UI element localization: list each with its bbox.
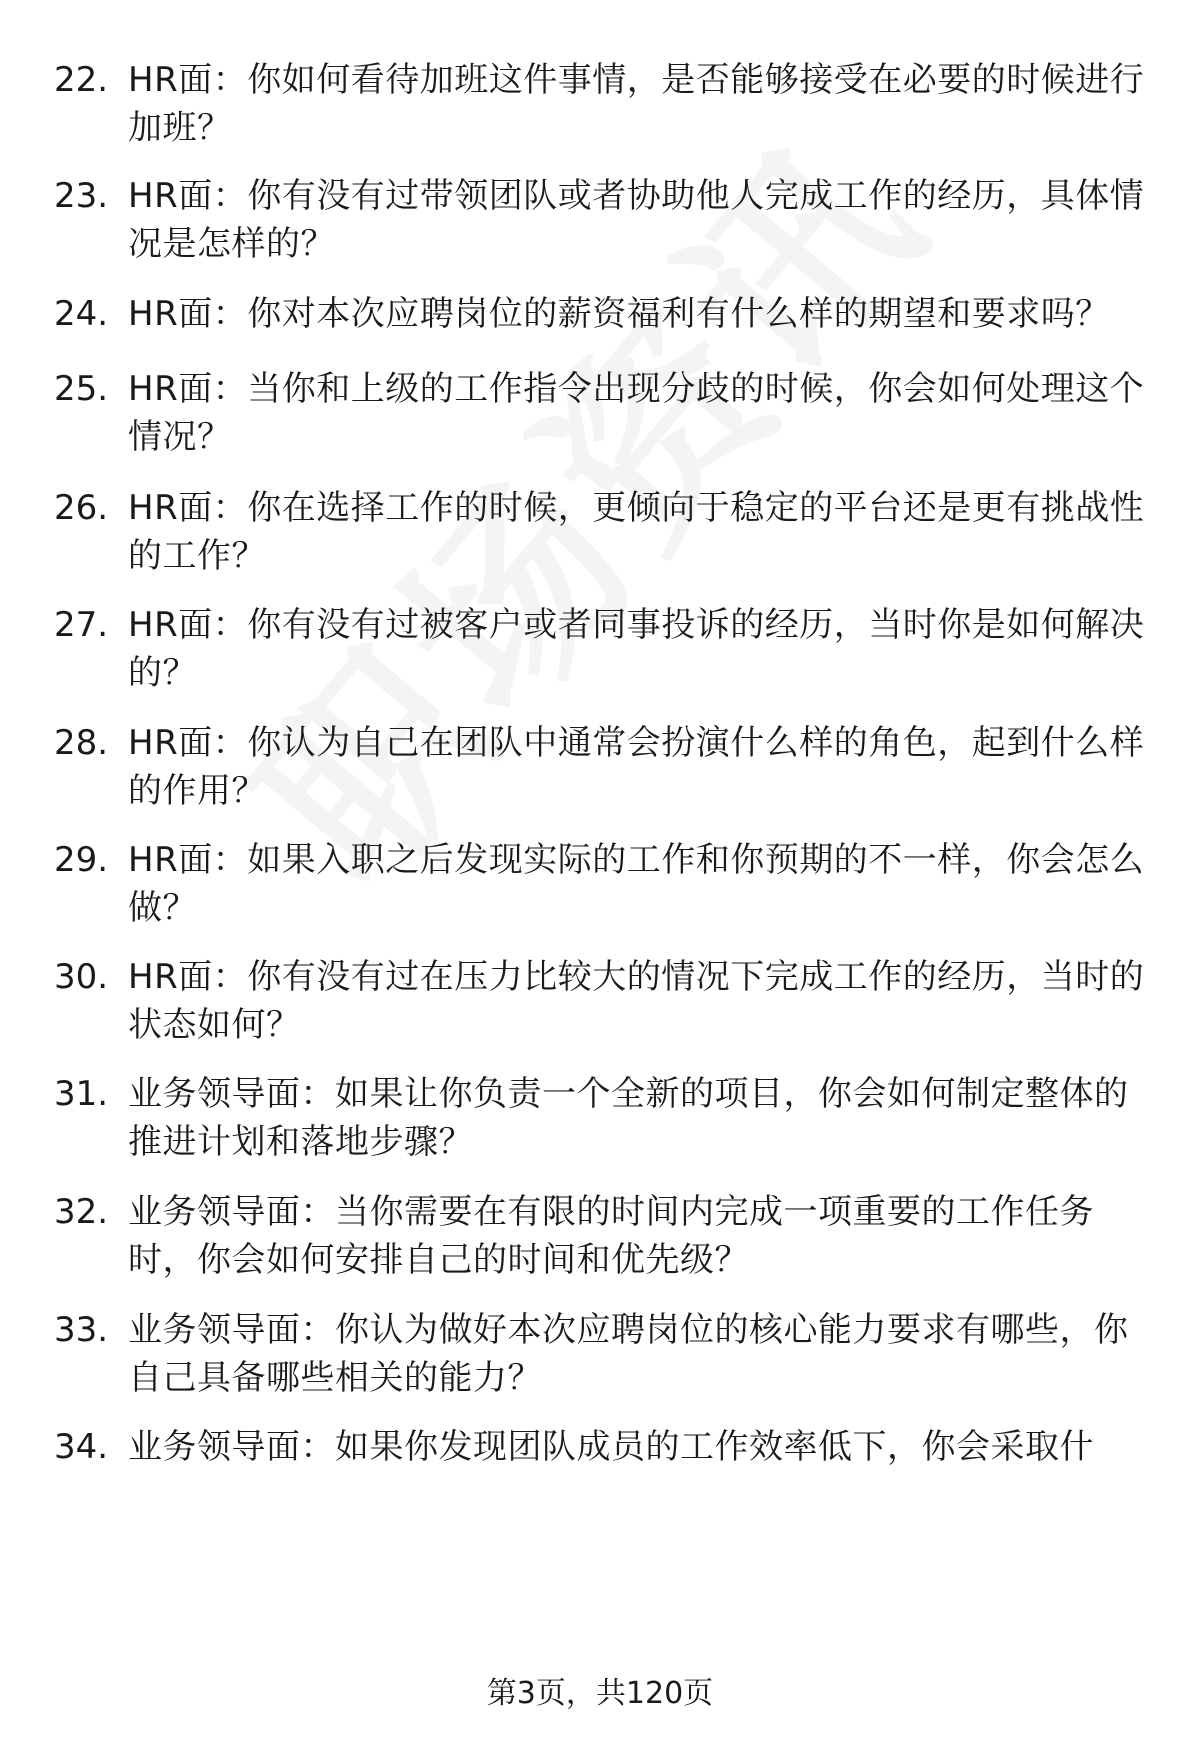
question-number: 23.: [54, 176, 109, 216]
question-number: 26.: [54, 488, 109, 528]
question-number: 24.: [54, 294, 109, 334]
question-text: 业务领导面：你认为做好本次应聘岗位的核心能力要求有哪些，你自己具备哪些相关的能力？: [128, 1310, 1129, 1398]
question-text: HR面：你认为自己在团队中通常会扮演什么样的角色，起到什么样的作用？: [128, 723, 1145, 811]
question-text: HR面：当你和上级的工作指令出现分歧的时候，你会如何处理这个情况？: [128, 369, 1145, 457]
question-text: 业务领导面：如果让你负责一个全新的项目，你会如何制定整体的推进计划和落地步骤？: [128, 1074, 1129, 1162]
question-number: 28.: [54, 723, 109, 763]
question-text: HR面：如果入职之后发现实际的工作和你预期的不一样，你会怎么做？: [128, 840, 1145, 928]
question-number: 22.: [54, 60, 109, 100]
question-text: HR面：你如何看待加班这件事情，是否能够接受在必要的时候进行加班？: [128, 60, 1145, 148]
question-number: 29.: [54, 840, 109, 880]
question-text: 业务领导面：当你需要在有限的时间内完成一项重要的工作任务时，你会如何安排自己的时间和优先级？: [128, 1192, 1094, 1280]
question-number: 31.: [54, 1074, 109, 1114]
question-number: 32.: [54, 1192, 109, 1232]
question-number: 30.: [54, 957, 109, 997]
question-text: HR面：你有没有过带领团队或者协助他人完成工作的经历，具体情况是怎样的？: [128, 176, 1145, 264]
question-text: HR面：你对本次应聘岗位的薪资福利有什么样的期望和要求吗？: [128, 294, 1110, 334]
question-text: HR面：你在选择工作的时候，更倾向于稳定的平台还是更有挑战性的工作？: [128, 488, 1145, 576]
question-number: 34.: [54, 1427, 109, 1467]
question-number: 27.: [54, 605, 109, 645]
question-text: HR面：你有没有过在压力比较大的情况下完成工作的经历，当时的状态如何？: [128, 957, 1145, 1045]
page-number-footer: 第3页，共120页: [486, 1676, 714, 1711]
question-text: 业务领导面：如果你发现团队成员的工作效率低下，你会采取什: [128, 1427, 1094, 1467]
question-number: 33.: [54, 1310, 109, 1350]
question-text: HR面：你有没有过被客户或者同事投诉的经历，当时你是如何解决的？: [128, 605, 1145, 693]
question-number: 25.: [54, 369, 109, 409]
